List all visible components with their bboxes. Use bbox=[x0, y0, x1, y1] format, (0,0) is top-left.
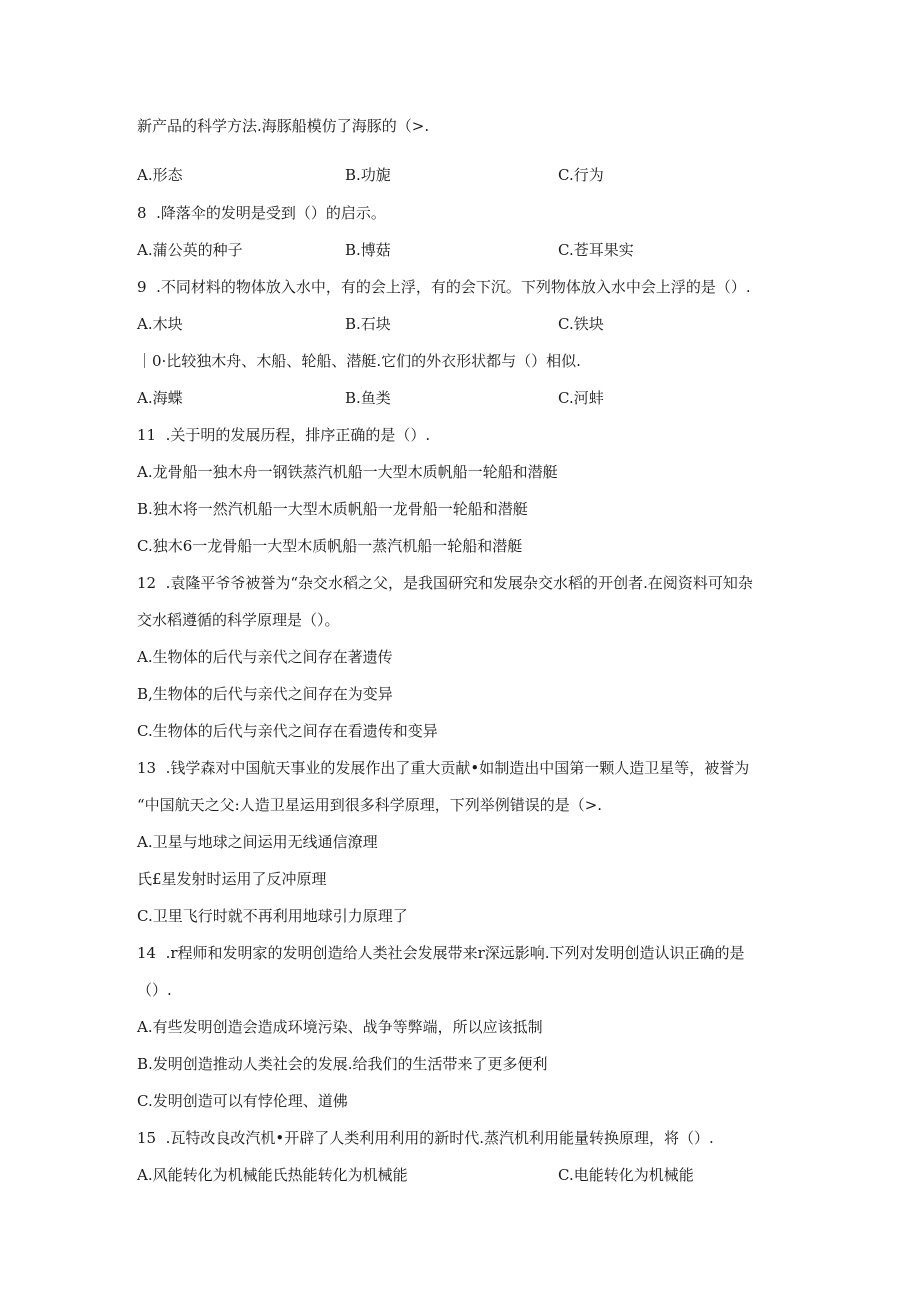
option-b: B.博菇 bbox=[345, 241, 391, 259]
question-13-stem: 13 .钱学森对中国航天事业的发展作出了重大贡献•如制造出中国第一颗人造卫星等，被誉为 bbox=[137, 759, 750, 777]
question-14-option-a: A.有些发明创造会造成环境污染、战争等弊端，所以应该抵制 bbox=[137, 1018, 543, 1036]
question-15-options bbox=[137, 1165, 837, 1185]
question-14-stem-cont: （）. bbox=[137, 981, 172, 999]
question-9-options bbox=[137, 314, 837, 334]
question-12-option-a: A.生物体的后代与亲代之间存在著遗传 bbox=[137, 648, 393, 666]
question-14-option-c: C.发明创造可以有悖伦理、道佛 bbox=[137, 1092, 348, 1110]
option-a: A.蒲公英的种子 bbox=[137, 241, 243, 259]
question-14-option-b: B.发明创造推动人类社会的发展.给我们的生活带来了更多便利 bbox=[137, 1055, 548, 1073]
question-11-option-a: A.龙骨船一独木舟一钢铁蒸汽机船一大型木质帆船一轮船和潜艇 bbox=[137, 463, 558, 481]
question-13-option-c: C.卫里飞行时就不再利用地球引力原理了 bbox=[137, 907, 408, 925]
question-11-option-b: B.独木将一然汽机船一大型木质帆船一龙骨船一轮船和潜艇 bbox=[137, 500, 528, 518]
question-12-stem: 12 .袁隆平爷爷被誉为“杂交水稻之父，是我国研究和发展杂交水稻的开创者.在阅资料可知杂 bbox=[137, 574, 753, 592]
question-11-option-c: C.独木6一龙骨船一大型木质帆船一蒸汽机船一轮船和潜艇 bbox=[137, 537, 523, 555]
option-c: C.电能转化为机械能 bbox=[558, 1166, 694, 1184]
question-10-options bbox=[137, 388, 837, 408]
option-a: A.海蝶 bbox=[137, 389, 183, 407]
option-b: B.功旎 bbox=[345, 166, 391, 184]
question-14-stem: 14 .r程师和发明家的发明创造给人类社会发展带来r深远影响.下列对发明创造认识正确的是 bbox=[137, 944, 745, 962]
option-c: C.苍耳果实 bbox=[558, 241, 634, 259]
option-b: B.石块 bbox=[345, 315, 391, 333]
question-11-stem: 11 .关于明的发展历程，排序正确的是（）. bbox=[137, 426, 431, 444]
question-9-stem: 9 .不同材料的物体放入水中，有的会上浮，有的会下沉。下列物体放入水中会上浮的是（）. bbox=[137, 278, 751, 296]
option-c: C.铁块 bbox=[558, 315, 604, 333]
option-a: A.形态 bbox=[137, 166, 183, 184]
question-7-options bbox=[137, 165, 837, 185]
question-12-option-c: C.生物体的后代与亲代之间存在看遗传和变异 bbox=[137, 722, 438, 740]
question-13-option-a: A.卫星与地球之间运用无线通信潦理 bbox=[137, 833, 378, 851]
option-c: C.行为 bbox=[558, 166, 604, 184]
question-12-stem-cont: 交水稻遵循的科学原理是（）。 bbox=[137, 611, 340, 629]
option-a: A.木块 bbox=[137, 315, 183, 333]
question-13-stem-cont: “中国航天之父:人造卫星运用到很多科学原理，下列举例错误的是（>. bbox=[137, 796, 603, 814]
option-b: B.鱼类 bbox=[345, 389, 391, 407]
option-c: C.河蚌 bbox=[558, 389, 604, 407]
question-13-option-b: 氏£星发射时运用了反冲原理 bbox=[137, 870, 327, 888]
question-10-stem: ｜0·比较独木舟、木船、轮船、潜艇.它们的外衣形状都与（）相似. bbox=[137, 352, 581, 370]
question-12-option-b: B,生物体的后代与亲代之间存在为变异 bbox=[137, 685, 393, 703]
question-15-stem: 15 .瓦特改良改汽机•开辟了人类利用利用的新时代.蒸汽机利用能量转换原理，将（）. bbox=[137, 1129, 714, 1147]
question-8-stem: 8 .降落伞的发明是受到（）的启示。 bbox=[137, 204, 386, 222]
question-8-options bbox=[137, 240, 837, 260]
question-7-stem-tail: 新产品的科学方法.海豚船模仿了海豚的（>. bbox=[137, 117, 430, 135]
option-a-b: A.风能转化为机械能氏热能转化为机械能 bbox=[137, 1166, 408, 1184]
